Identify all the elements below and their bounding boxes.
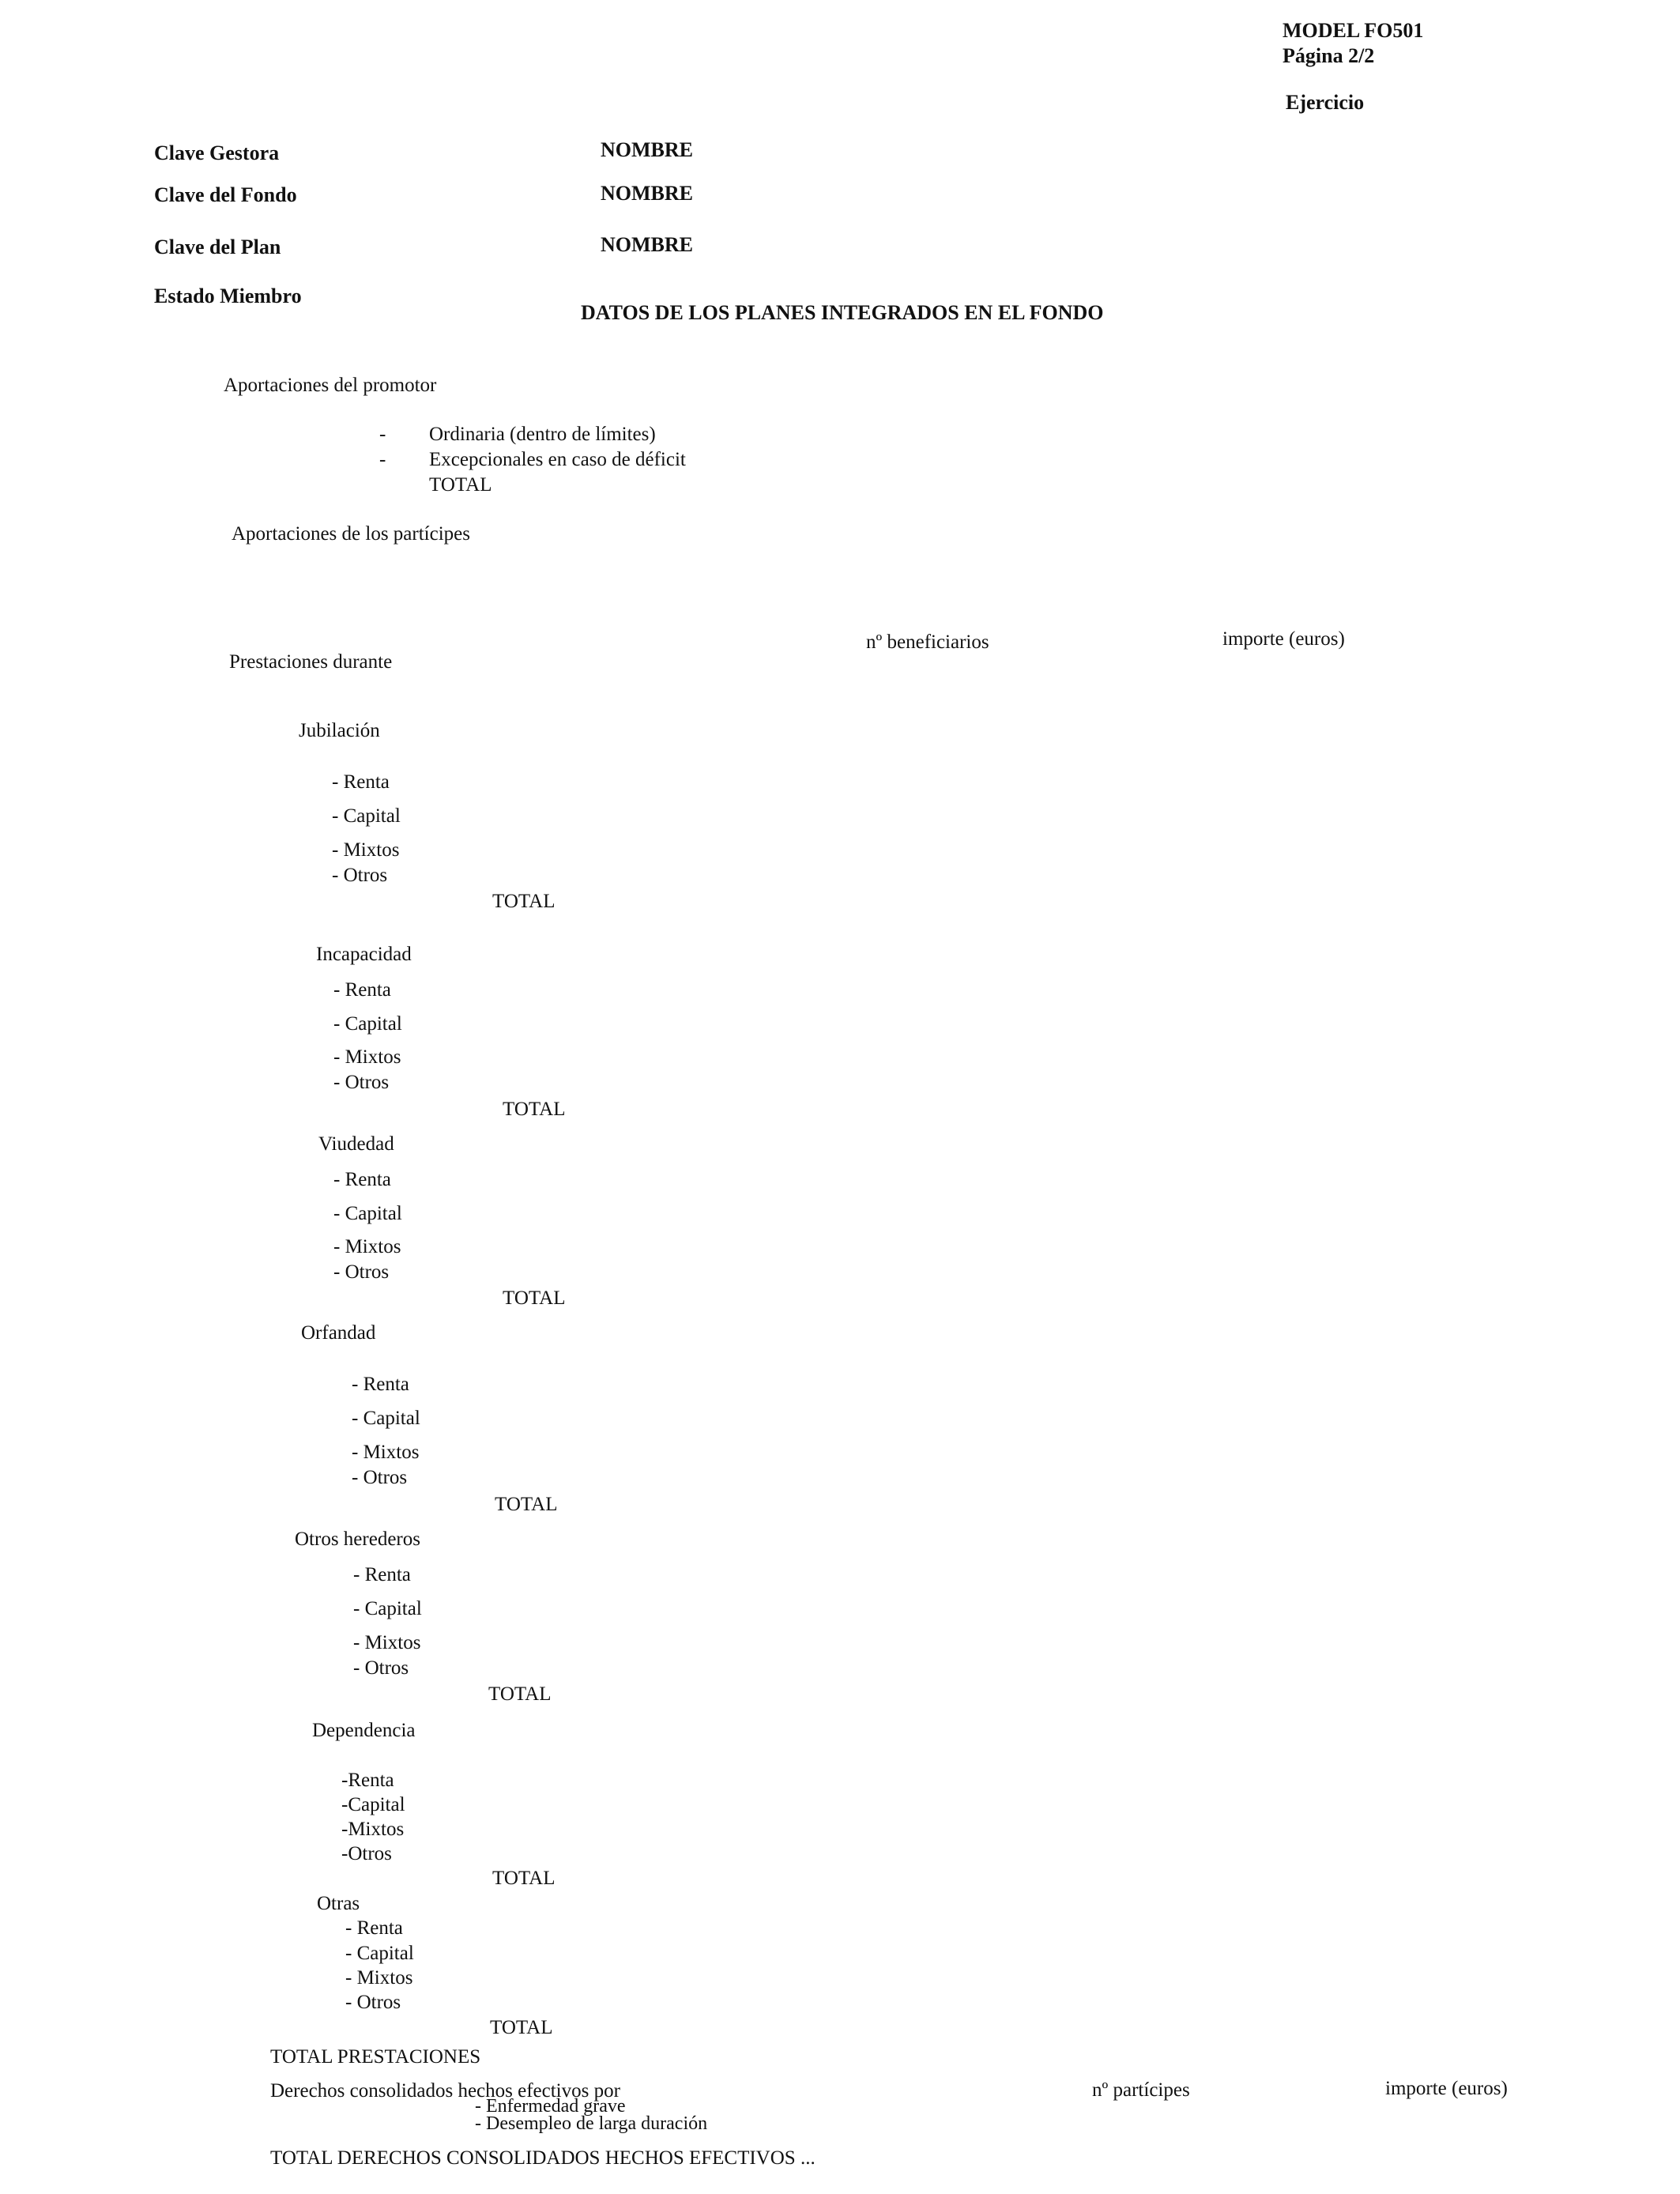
list-item: - Otros xyxy=(345,1992,401,2013)
section-total: TOTAL xyxy=(503,1287,566,1309)
section-total: TOTAL xyxy=(492,891,556,912)
promotor-ordinaria: Ordinaria (dentro de límites) xyxy=(429,424,656,445)
list-item: - Mixtos xyxy=(333,1236,401,1257)
list-item: - Mixtos xyxy=(352,1442,420,1463)
bullet-dash: - xyxy=(379,424,386,445)
list-item: - Capital xyxy=(345,1943,414,1964)
model-code: MODEL FO501 xyxy=(1283,19,1424,42)
total-prestaciones: TOTAL PRESTACIONES xyxy=(270,2046,481,2068)
fondo-nombre-label: NOMBRE xyxy=(601,182,693,205)
list-item: - Capital xyxy=(333,1013,402,1035)
section-title: Incapacidad xyxy=(316,944,412,965)
enfermedad-grave: - Enfermedad grave xyxy=(475,2096,626,2117)
list-item: - Mixtos xyxy=(332,839,400,861)
list-item: - Renta xyxy=(345,1917,403,1939)
list-item: - Renta xyxy=(333,979,391,1001)
section-total: TOTAL xyxy=(503,1099,566,1120)
gestora-nombre-label: NOMBRE xyxy=(601,138,693,161)
list-item: -Capital xyxy=(341,1794,405,1815)
list-item: - Otros xyxy=(332,865,388,886)
col-beneficiarios: nº beneficiarios xyxy=(866,631,989,653)
list-item: -Mixtos xyxy=(341,1819,405,1840)
section-title: Viudedad xyxy=(318,1133,394,1155)
col-importe: importe (euros) xyxy=(1222,628,1345,650)
list-item: - Otros xyxy=(353,1657,409,1679)
list-item: - Capital xyxy=(353,1598,422,1619)
clave-fondo-label: Clave del Fondo xyxy=(154,183,297,206)
section-title: Jubilación xyxy=(299,720,380,741)
section-total: TOTAL xyxy=(490,2017,553,2038)
section-total: TOTAL xyxy=(488,1683,552,1705)
list-item: - Renta xyxy=(352,1374,409,1395)
list-item: -Otros xyxy=(341,1843,392,1864)
section-title: Otros herederos xyxy=(295,1529,420,1550)
list-item: - Renta xyxy=(353,1564,411,1585)
desempleo-larga-duracion: - Desempleo de larga duración xyxy=(475,2113,708,2134)
total-derechos: TOTAL DERECHOS CONSOLIDADOS HECHOS EFECTIVOS ... xyxy=(270,2147,816,2169)
clave-gestora-label: Clave Gestora xyxy=(154,141,280,164)
section-title: Dependencia xyxy=(312,1720,416,1741)
list-item: -Renta xyxy=(341,1770,394,1791)
list-item: - Capital xyxy=(332,805,401,827)
participes-heading: Aportaciones de los partícipes xyxy=(232,523,470,545)
list-item: - Otros xyxy=(352,1467,408,1488)
bullet-dash: - xyxy=(379,449,386,470)
page-title: DATOS DE LOS PLANES INTEGRADOS EN EL FONDO xyxy=(581,301,1104,324)
col-importe-derechos: importe (euros) xyxy=(1385,2078,1508,2099)
list-item: - Renta xyxy=(332,771,390,793)
promotor-total: TOTAL xyxy=(429,474,492,496)
prestaciones-heading: Prestaciones durante xyxy=(229,651,393,673)
list-item: - Capital xyxy=(333,1203,402,1224)
list-item: - Capital xyxy=(352,1408,420,1429)
promotor-heading: Aportaciones del promotor xyxy=(224,375,437,396)
page-number: Página 2/2 xyxy=(1283,44,1375,67)
promotor-excepcionales: Excepcionales en caso de déficit xyxy=(429,449,686,470)
list-item: - Mixtos xyxy=(333,1046,401,1068)
list-item: - Otros xyxy=(333,1261,390,1283)
section-title: Otras xyxy=(317,1893,360,1914)
plan-nombre-label: NOMBRE xyxy=(601,233,693,256)
list-item: - Mixtos xyxy=(345,1967,413,1989)
col-participes: nº partícipes xyxy=(1092,2079,1190,2101)
list-item: - Mixtos xyxy=(353,1632,421,1653)
list-item: - Otros xyxy=(333,1072,390,1093)
exercise-label: Ejercicio xyxy=(1286,91,1365,114)
list-item: - Renta xyxy=(333,1169,391,1190)
derechos-heading: Derechos consolidados hechos efectivos por xyxy=(270,2080,620,2102)
section-total: TOTAL xyxy=(492,1868,556,1889)
estado-miembro-label: Estado Miembro xyxy=(154,285,302,307)
section-title: Orfandad xyxy=(301,1322,376,1344)
clave-plan-label: Clave del Plan xyxy=(154,236,281,258)
section-total: TOTAL xyxy=(495,1494,558,1515)
